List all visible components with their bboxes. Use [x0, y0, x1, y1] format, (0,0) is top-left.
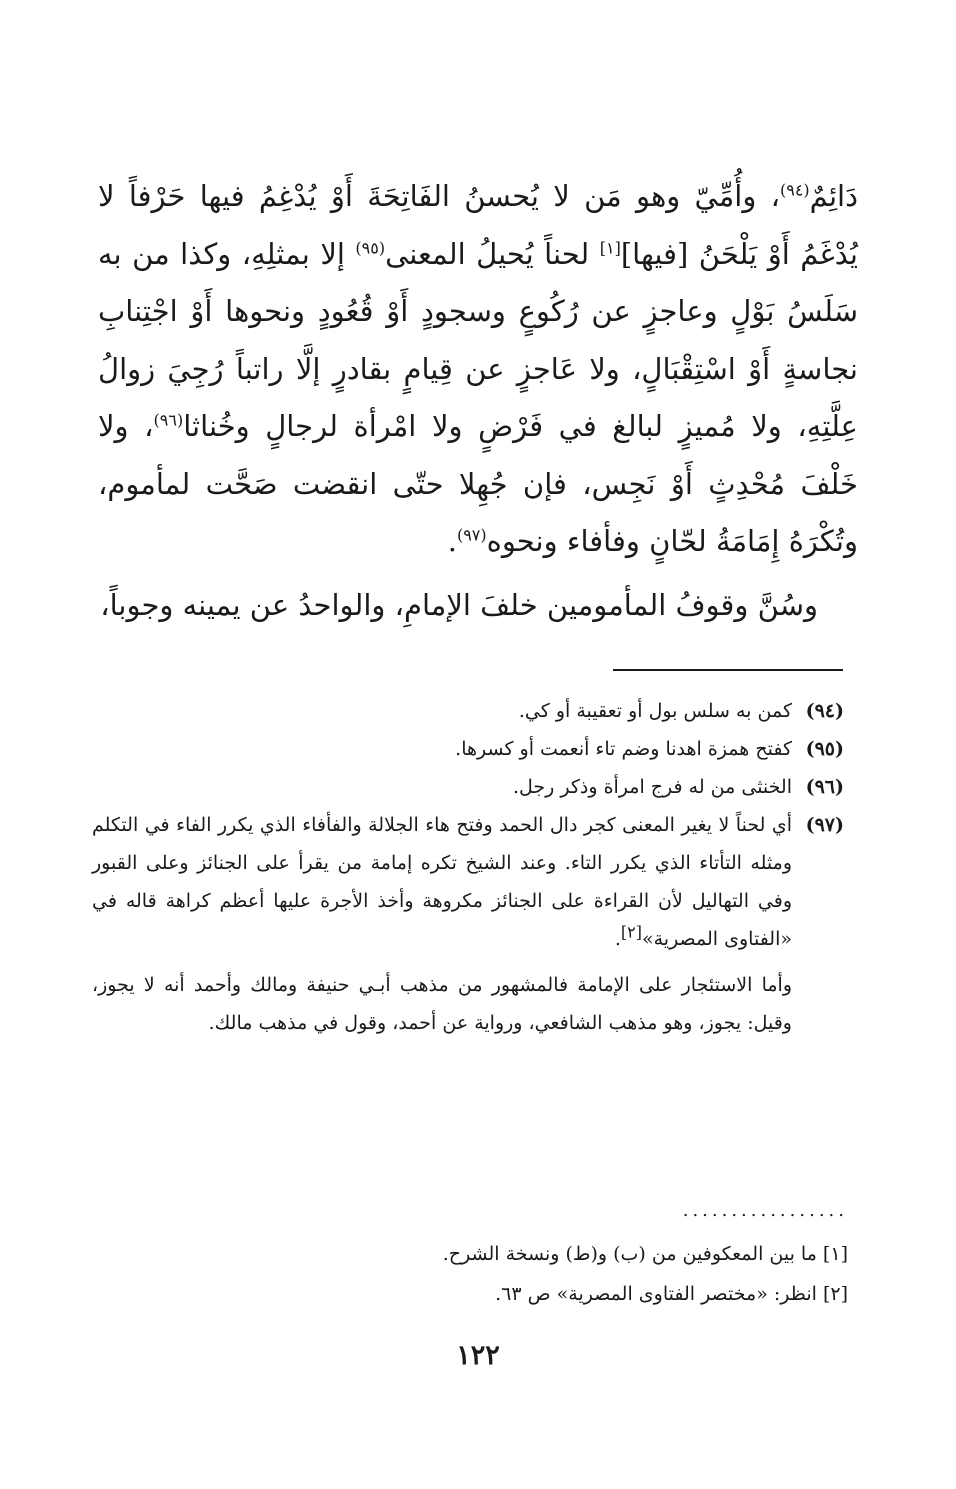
footnote-number: (٩٥) — [805, 738, 844, 760]
footnote-96 — [92, 768, 844, 806]
footnote-number: (٩٤) — [805, 700, 844, 722]
editor-notes-separator: ................. — [682, 1200, 848, 1221]
footnote-number: (٩٧) — [805, 814, 844, 836]
footnote-ref-94: (٩٤) — [779, 180, 810, 200]
footnote-text: كمن به سلس بول أو تعقيبة أو كي. — [518, 700, 792, 722]
footnote-ref-96: (٩٦) — [153, 410, 184, 430]
text-segment: . — [447, 524, 457, 558]
main-text — [98, 168, 858, 634]
text-segment: إلا بمثلِهِ، وكذا من به سَلَسُ بَوْلٍ وعاجزٍ عن رُكُوعٍ وسجودٍ أَوْ قُعُودٍ ونحوها أَوْ اجْتِنابِ نجاسةٍ أَوْ اسْتِقْبَالٍ، ولا عَاجزٍ عن قِيامٍ بقادرٍ إلَّا راتباً رُجِيَ زوالُ عِلَّتِهِ، ولا مُميزٍ لبالغ في فَرْضٍ ولا امْرأة لرجالٍ وخُناثا — [98, 236, 858, 443]
editor-ref-2: [٢] — [620, 922, 642, 942]
editor-note-1: [١] ما بين المعكوفين من (ب) و(ط) ونسخة الشرح. — [442, 1243, 848, 1265]
text-segment: دَائِمٌ — [809, 179, 858, 213]
text-segment: ، ولا خَلْفَ مُحْدِثٍ أَوْ نَجِس، فإن جُهِلا حتّى انقضت صَحَّت لمأموم، وتُكْرَهُ إِمَامَةُ لحّانٍ وفأفاء ونحوه — [98, 409, 858, 558]
footnote-ref-97: (٩٧) — [456, 525, 487, 545]
editor-notes — [248, 1234, 848, 1314]
footnote-number: (٩٦) — [805, 776, 844, 798]
footnote-95 — [92, 730, 844, 768]
editor-note-2: [٢] انظر: «مختصر الفتاوى المصرية» ص ٦٣. — [495, 1283, 848, 1305]
footnote-text: كفتح همزة اهدنا وضم تاء أنعمت أو كسرها. — [455, 738, 792, 760]
main-paragraph-2: وسُنَّ وقوفُ المأمومين خلفَ الإمامِ، والواحدُ عن يمينه وجوباً، — [100, 587, 818, 622]
footnote-ref-95: (٩٥) — [355, 237, 386, 257]
page-number: ١٢٢ — [456, 1340, 500, 1371]
footnote-97-continuation: وأما الاستئجار على الإمامة فالمشهور من مذهب أبـي حنيفة ومالك وأحمد أنه لا يجوز، وقيل: يجوز، وهو مذهب الشافعي، ورواية عن أحمد، وقول في مذهب مالك. — [92, 974, 792, 1034]
text-segment: لحناً يُحيلُ المعنى — [385, 236, 600, 271]
main-paragraph-1 — [98, 168, 858, 571]
footnote-text: أي لحناً لا يغير المعنى كجر دال الحمد وفتح هاء الجلالة والفأفاء الذي يكرر الفاء في التكلم ومثله التأتاء الذي يكرر التاء. وعند الشيخ تكره إمامة من يقرأ على الجنائز وعلى القبور وفي التهاليل لأن القراءة على الجنائز مكروهة وأخذ الأجرة عليها أعظم كراهة قاله في «الفتاوى المصرية» — [92, 814, 792, 950]
footnote-text: الخنثى من له فرج امرأة وذكر رجل. — [512, 776, 792, 798]
footnote-separator-line — [613, 669, 843, 671]
footnote-text: . — [614, 928, 621, 950]
footnote-97 — [92, 806, 844, 958]
text-segment: ، وأُمِّيّ وهو مَن لا يُحسنُ الفَاتِحَةَ أَوْ يُدْغِمُ فيها حَرْفاً لا يُدْغَمُ أَوْ يَلْحَنُ [فيها] — [98, 179, 859, 271]
editor-ref-1: [١] — [599, 237, 621, 257]
footnote-94 — [92, 692, 844, 730]
footnotes — [92, 692, 844, 1042]
